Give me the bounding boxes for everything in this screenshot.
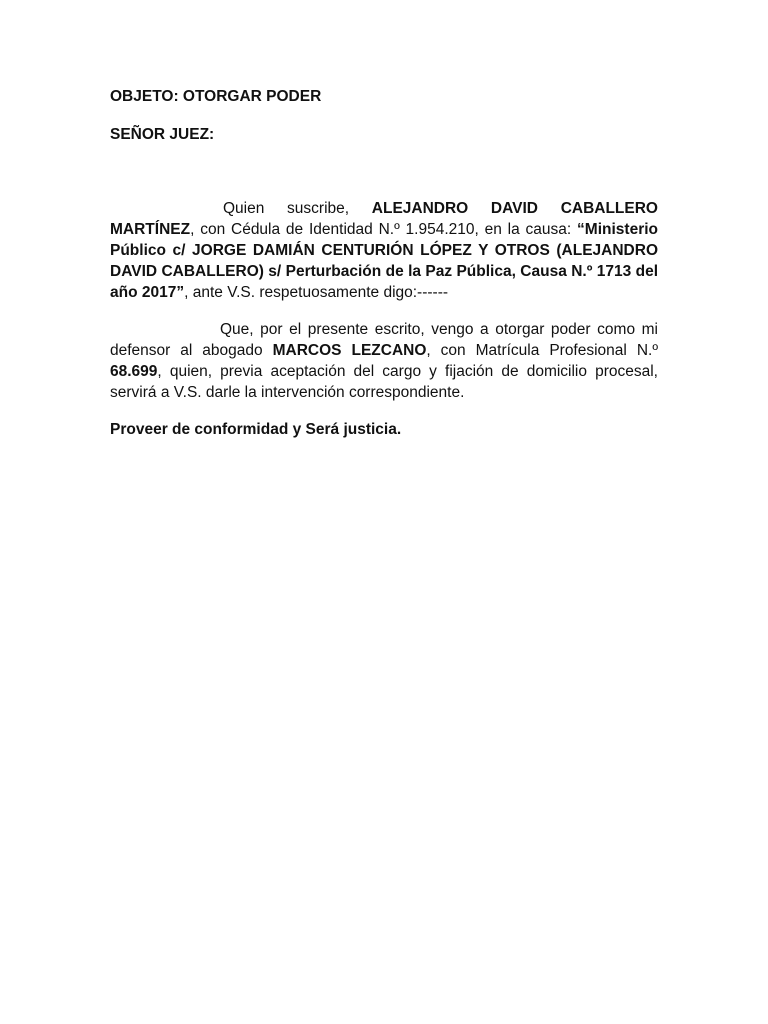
lawyer-name: MARCOS LEZCANO xyxy=(272,342,427,359)
case-title: “Ministerio Público c/ JORGE DAMIÁN CENTURIÓN LÓPEZ Y OTROS (ALEJANDRO DAVID CABALLERO) s/ Perturbación de la Paz Pública, Causa N.º 1713 del año 2017” xyxy=(110,221,658,301)
closing-statement: Proveer de conformidad y Será justicia. xyxy=(110,421,402,438)
document-page xyxy=(110,86,658,440)
document-subject: OBJETO: OTORGAR PODER xyxy=(110,88,322,105)
paragraph-power-of-attorney xyxy=(110,319,658,403)
matricula-text: , con Matrícula Profesional N.º xyxy=(426,342,658,359)
paragraph-introduction xyxy=(110,198,658,303)
poa-ending: , quien, previa aceptación del cargo y fijación de domicilio procesal, servirá a V.S. darle la intervención correspondiente. xyxy=(110,363,658,401)
poa-text: Que, por el presente escrito, vengo a otorgar poder como mi defensor al abogado xyxy=(110,321,658,359)
id-text: , con Cédula de Identidad N.º 1.954.210, en la causa: xyxy=(190,221,578,238)
petitioner-name: ALEJANDRO DAVID CABALLERO MARTÍNEZ xyxy=(110,200,658,238)
salutation: SEÑOR JUEZ: xyxy=(110,126,215,143)
intro-text: Quien suscribe, xyxy=(223,200,372,217)
intro-ending: , ante V.S. respetuosamente digo:------ xyxy=(184,284,449,301)
matricula-number: 68.699 xyxy=(110,363,158,380)
